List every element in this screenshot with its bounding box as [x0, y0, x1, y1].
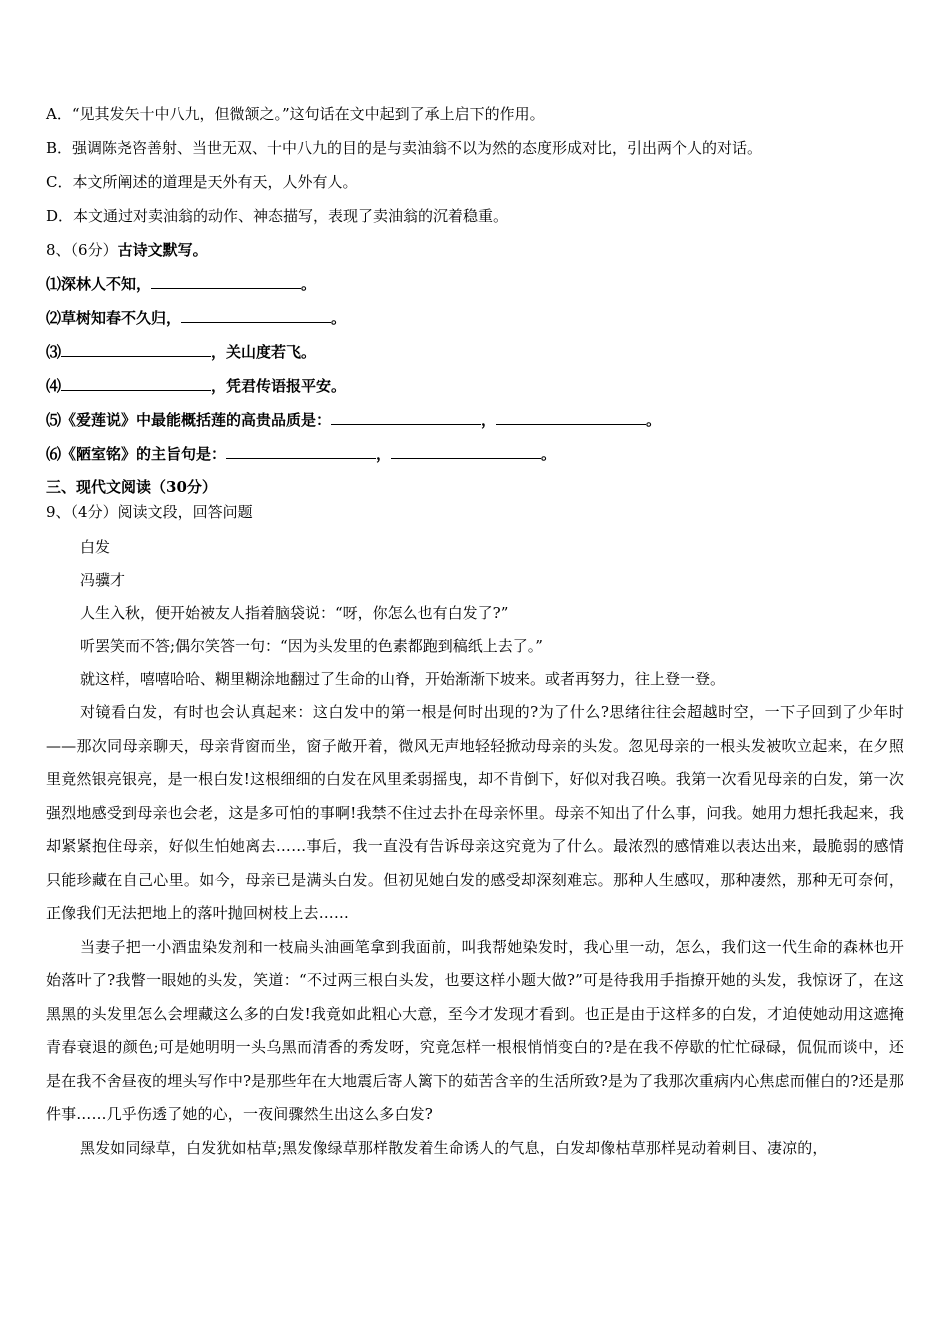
fill-item-6-text: ⑹《陋室铭》的主旨句是：	[46, 445, 227, 463]
question-8-title: 古诗文默写。	[117, 241, 208, 259]
fill-item-6-end: 。	[541, 445, 557, 463]
fill-item-6	[46, 444, 556, 464]
question-9-header: 9、（4分）阅读文段，回答问题	[46, 503, 253, 521]
fill-item-1-text: ⑴深林人不知，	[46, 275, 152, 293]
answer-blank[interactable]	[61, 342, 211, 357]
article-author: 冯骥才	[80, 571, 126, 589]
fill-item-3	[46, 342, 316, 362]
fill-item-4-text: ⑷	[46, 377, 62, 395]
fill-item-5-sep: ，	[481, 411, 497, 429]
article-title: 白发	[80, 538, 111, 556]
section-3-heading: 三、现代文阅读（30分）	[46, 478, 217, 496]
fill-item-3-end: ，关山度若飞。	[211, 343, 317, 361]
fill-item-5	[46, 410, 661, 430]
article-line: 就这样，嘻嘻哈哈、糊里糊涂地翻过了生命的山脊，开始渐渐下坡来。或者再努力，往上登一登。	[80, 670, 726, 688]
fill-item-1	[46, 274, 316, 294]
answer-blank[interactable]	[496, 410, 646, 425]
option-c: C．本文所阐述的道理是天外有天，人外有人。	[46, 173, 358, 191]
article-body	[46, 696, 904, 1165]
answer-blank[interactable]	[61, 376, 211, 391]
question-8-number: 8、（6分）	[46, 241, 118, 259]
option-b: B．强调陈尧咨善射、当世无双、十中八九的目的是与卖油翁不以为然的态度形成对比，引出两个人的对话。	[46, 139, 763, 157]
answer-blank[interactable]	[151, 274, 301, 289]
article-paragraph: 对镜看白发，有时也会认真起来：这白发中的第一根是何时出现的?为了什么?思绪往往会超越时空，一下子回到了少年时——那次同母亲聊天，母亲背窗而坐，窗子敞开着，微风无声地轻轻掀动母亲的头发。忽见母亲的一根头发被吹立起来，在夕照里竟然银亮银亮，是一根白发!这根细细的白发在风里柔弱摇曳，却不肯倒下，好似对我召唤。我第一次看见母亲的白发，第一次强烈地感受到母亲也会老，这是多可怕的事啊!我禁不住过去扑在母亲怀里。母亲不知出了什么事，问我。她用力想托我起来，我却紧紧抱住母亲，好似生怕她离去……事后，我一直没有告诉母亲这究竟为了什么。最浓烈的感情难以表达出来，最脆弱的感情只能珍藏在自己心里。如今，母亲已是满头白发。但初见她白发的感受却深刻难忘。那种人生感叹，那种凄然，那种无可奈何，正像我们无法把地上的落叶抛回树枝上去……	[46, 703, 904, 922]
article-line: 听罢笑而不答;偶尔笑答一句：“因为头发里的色素都跑到稿纸上去了。”	[80, 637, 543, 655]
fill-item-4	[46, 376, 346, 396]
article-paragraph: 黑发如同绿草，白发犹如枯草;黑发像绿草那样散发着生命诱人的气息，白发却像枯草那样晃动着刺目、凄凉的，	[80, 1138, 828, 1157]
option-a: A．“见其发矢十中八九，但微颔之。”这句话在文中起到了承上启下的作用。	[46, 105, 545, 123]
answer-blank[interactable]	[331, 410, 481, 425]
article-paragraph: 当妻子把一小酒盅染发剂和一枝扁头油画笔拿到我面前，叫我帮她染发时，我心里一动，怎么，我们这一代生命的森林也开始落叶了?我瞥一眼她的头发，笑道：“不过两三根白头发，也要这样小题大做?”可是待我用手指撩开她的头发，我惊讶了，在这黑黑的头发里怎么会埋藏这么多的白发!我竟如此粗心大意，至今才发现才看到。也正是由于这样多的白发，才迫使她动用这遮掩青春衰退的颜色;可是她明明一头乌黑而清香的秀发呀，究竟怎样一根根悄悄变白的?是在我不停歇的忙忙碌碌，侃侃而谈中，还是在我不舍昼夜的埋头写作中?是那些年在大地震后寄人篱下的茹苦含辛的生活所致?是为了我那次重病内心焦虑而催白的?还是那件事……几乎伤透了她的心，一夜间骤然生出这么多白发?	[46, 937, 904, 1123]
fill-item-3-text: ⑶	[46, 343, 62, 361]
answer-blank[interactable]	[391, 444, 541, 459]
answer-blank[interactable]	[181, 308, 331, 323]
answer-blank[interactable]	[226, 444, 376, 459]
fill-item-5-text: ⑸《爱莲说》中最能概括莲的高贵品质是：	[46, 411, 332, 429]
fill-item-2-end: 。	[331, 309, 347, 327]
fill-item-2	[46, 308, 346, 328]
question-8-header	[46, 240, 208, 260]
fill-item-1-end: 。	[301, 275, 317, 293]
fill-item-5-end: 。	[646, 411, 662, 429]
article-line: 人生入秋，便开始被友人指着脑袋说：“呀，你怎么也有白发了?”	[80, 604, 509, 622]
fill-item-2-text: ⑵草树知春不久归，	[46, 309, 182, 327]
fill-item-6-sep: ，	[376, 445, 392, 463]
option-d: D．本文通过对卖油翁的动作、神态描写，表现了卖油翁的沉着稳重。	[46, 207, 509, 225]
fill-item-4-end: ，凭君传语报平安。	[211, 377, 347, 395]
